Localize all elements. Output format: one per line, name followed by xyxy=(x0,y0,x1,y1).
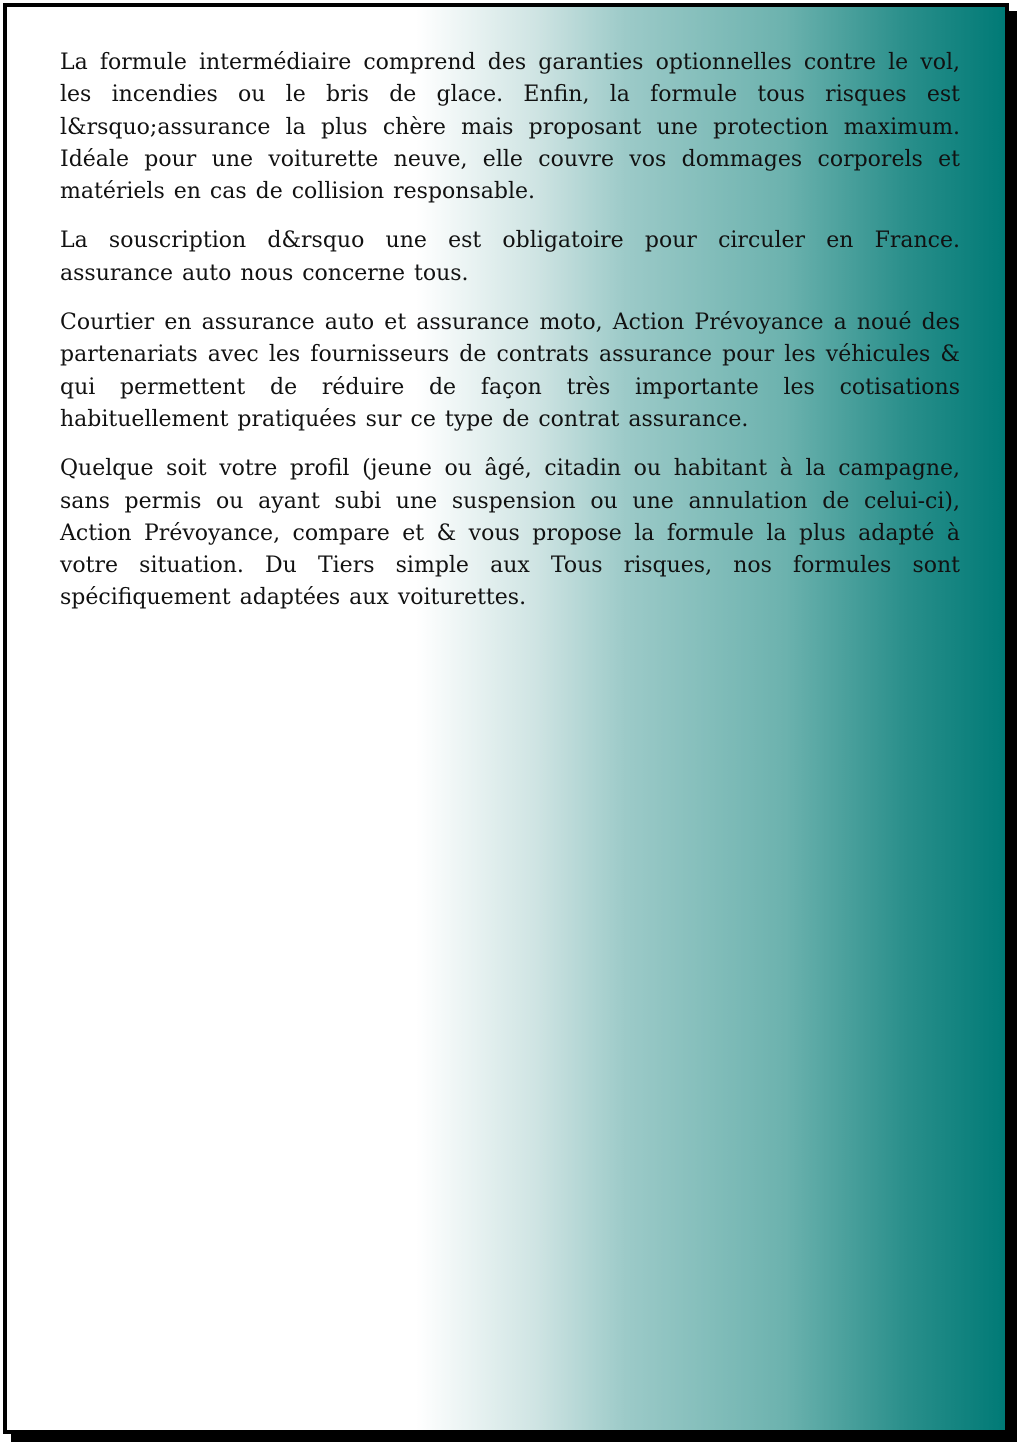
document-page xyxy=(3,3,1009,1434)
document-body xyxy=(60,47,960,632)
paragraph-profil: Quelque soit votre profil (jeune ou âgé, citadin ou habitant à la campagne, sans permis ou ayant subi une suspension ou une annulation de celui-ci), Action Prévoyance, compare et & vous propose la formule la plus adapté à votre situation. Du Tiers simple aux Tous risques, nos formules sont spécifiquement adaptées aux voiturettes. xyxy=(60,456,960,611)
paragraph-formules: La formule intermédiaire comprend des garanties optionnelles contre le vol, les incendies ou le bris de glace. Enfin, la formule tous risques est l&rsquo;assurance la plus chère mais proposant une protection maximum. Idéale pour une voiturette neuve, elle couvre vos dommages corporels et matériels en cas de collision responsable. xyxy=(60,50,960,205)
paragraph-souscription: La souscription d&rsquo une est obligatoire pour circuler en France. assurance auto nous concerne tous. xyxy=(60,228,960,286)
paragraph-courtier: Courtier en assurance auto et assurance moto, Action Prévoyance a noué des partenariats avec les fournisseurs de contrats assurance pour les véhicules & qui permettent de réduire de façon très importante les cotisations habituellement pratiquées sur ce type de contrat assurance. xyxy=(60,310,960,432)
